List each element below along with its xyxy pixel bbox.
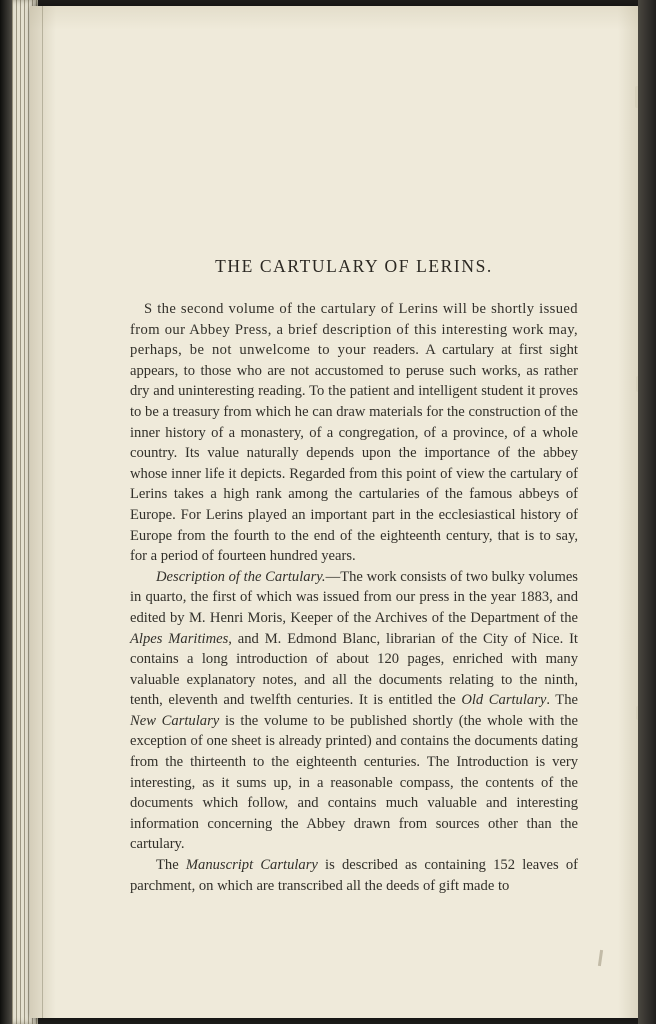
scanner-bed-edge [638,0,656,1024]
paragraph-2 [130,567,578,855]
paragraph-1-body: readers. A cartulary at first sight appears, to those who are not accustomed to peruse such works, as rather dry and uninteresting reading. To the patient and intelligent student it proves to be a treasury from which he can draw materials for the construction of the inner history of a monastery, of a congregation, of a province, of a whole country. Its value naturally depends upon the importance of the abbey whose inner life it depicts. Regarded from this point of view the cartulary of Lerins takes a high rank among the cartularies of the famous abbeys of Europe. For Lerins played an important part in the ecclesiastical history of Europe from the fourth to the end of the eighteenth century, that is to say, for a period of fourteen hundred years. [130,342,578,565]
paper-mark [598,950,603,966]
text-block [130,256,578,896]
paragraph-2-seg-2: Alpes Maritimes [130,630,229,647]
document-page [30,6,638,1018]
paragraph-3-seg-1: Manuscript Cartulary [185,857,318,874]
paragraph-2-seg-0: Description of the Cartulary. [156,568,326,585]
drop-cap [130,300,144,302]
page-title: THE CARTULARY OF LERINS. [215,256,493,276]
paragraph-1 [130,299,578,567]
paragraph-2-seg-5: . The [546,692,578,709]
paragraph-3-seg-2: is described as containing 152 leaves of parchment, on which are transcribed all the deeds of gift made to [130,857,578,894]
paragraph-2-seg-6: New Cartulary [130,712,220,729]
paragraph-1-lead: S the second volume of the cartulary of Lerins will be shortly issued from our Abbey Press, a brief description of this interesting work may, perhaps, be not unwelcome to your [130,301,578,359]
paragraph-2-seg-1: —The work consists of two bulky volumes in quarto, the first of which was issued from our press in the year 1883, and edited by M. Henri Moris, Keeper of the Archives of the Department of the [130,568,578,626]
paragraph-3 [130,855,578,896]
paragraph-2-seg-4: Old Cartulary [461,692,547,709]
margin-rule [42,6,43,1018]
paragraph-2-seg-3: , and M. Edmond Blanc, librarian of the City of Nice. It contains a long introduction of about 120 pages, enriched with many valuable explanatory notes, and all the documents relating to the ninth, tenth, eleventh and twelfth centuries. It is entitled the [130,630,578,709]
paragraph-3-seg-0: The [156,857,186,874]
paragraph-2-seg-7: is the volume to be published shortly (the whole with the exception of one sheet is already printed) and contains the documents dating from the thirteenth to the eighteenth centuries. The Introduction is very interesting, as it sums up, in a reasonable compass, the contents of the documents which follow, and contains much valuable and interesting information concerning the Abbey drawn from sources other than the cartulary. [130,712,578,853]
